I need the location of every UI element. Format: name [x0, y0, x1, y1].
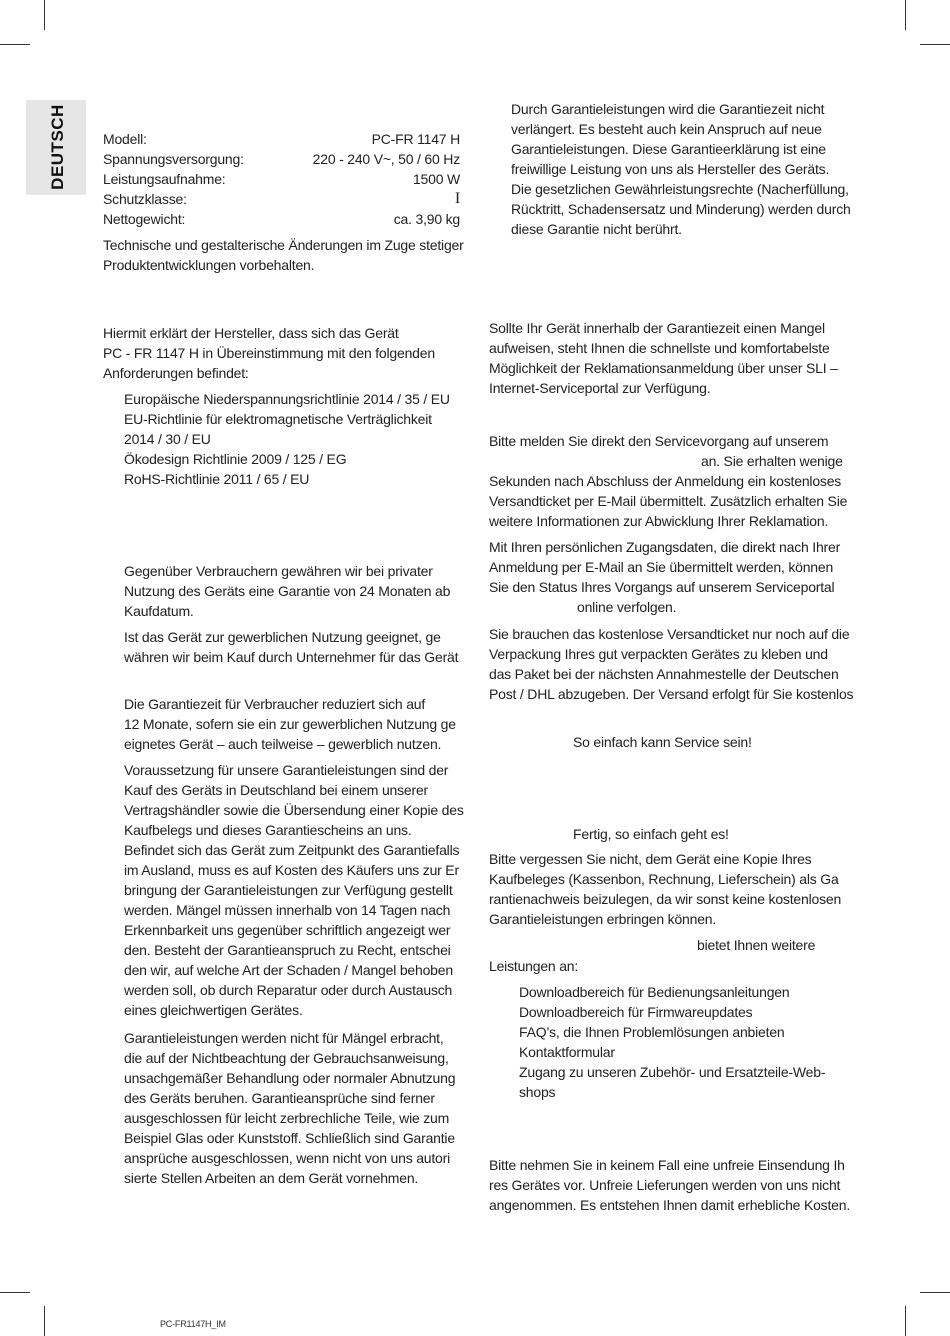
spec-value: ca. 3,90 kg	[393, 211, 460, 227]
crop-mark	[44, 1306, 45, 1336]
text-line: Post / DHL abzugeben. Der Versand erfolgt für Sie kostenlos	[489, 686, 854, 702]
text-line: Technische und gestalterische Änderungen im Zuge stetiger	[103, 237, 464, 253]
text-line: Garantieleistungen. Diese Garantieerklärung ist eine	[511, 141, 826, 157]
text-line: Garantieleistungen werden nicht für Mängel erbracht,	[124, 1030, 444, 1046]
text-line: währen wir beim Kauf durch Unternehmer für das Gerät	[124, 649, 459, 665]
language-tab-label: DEUTSCH	[48, 104, 67, 190]
text-line: Mit Ihren persönlichen Zugangsdaten, die direkt nach Ihrer	[489, 539, 841, 555]
list-item: Downloadbereich für Firmwareupdates	[519, 1004, 753, 1020]
list-item: Europäische Niederspannungsrichtlinie 2014 / 35 / EU	[124, 391, 450, 407]
text-line: Sie brauchen das kostenlose Versandticket nur noch auf die	[489, 626, 850, 642]
text-line: werden soll, ob durch Reparatur oder durch Austausch	[124, 982, 453, 998]
text-line: eines gleichwertigen Gerätes.	[124, 1002, 303, 1018]
text-line: rantienachweis beizulegen, da wir sonst keine kostenlosen	[489, 891, 842, 907]
text-line: das Paket bei der nächsten Annahmestelle der Deutschen	[489, 666, 839, 682]
crop-mark	[920, 1292, 950, 1293]
warranty-extension	[511, 99, 851, 239]
text-line: Anforderungen befindet:	[103, 365, 249, 381]
text-line: aufweisen, steht Ihnen die schnellste und komfortabelste	[489, 340, 830, 356]
text-line: Durch Garantieleistungen wird die Garantiezeit nicht	[511, 101, 825, 117]
text-line: Sie den Status Ihres Vorgangs auf unserem Serviceportal	[489, 579, 835, 595]
register-instructions	[489, 431, 847, 531]
defect-notice	[489, 318, 838, 398]
text-line: Garantieleistungen erbringen können.	[489, 911, 717, 927]
text-line: Befindet sich das Gerät zum Zeitpunkt des Garantiefalls	[124, 842, 460, 858]
text-line: Bitte vergessen Sie nicht, dem Gerät eine Kopie Ihres	[489, 851, 812, 867]
list-item: EU-Richtlinie für elektromagnetische Verträglichkeit	[124, 411, 432, 427]
text-line: Fertig, so einfach geht es!	[573, 826, 729, 842]
text-line: Leistungen an:	[489, 958, 579, 974]
list-item: shops	[519, 1084, 556, 1100]
text-line: Kaufdatum.	[124, 603, 194, 619]
directives-list	[124, 389, 450, 489]
text-line: Sollte Ihr Gerät innerhalb der Garantiezeit einen Mangel	[489, 320, 825, 336]
text-line: Kauf des Geräts in Deutschland bei einem unserer	[124, 782, 429, 798]
warranty-conditions	[124, 760, 464, 1020]
text-line: Sekunden nach Abschluss der Anmeldung ein kostenloses	[489, 473, 842, 489]
text-line: Versandticket per E-Mail übermittelt. Zusätzlich erhalten Sie	[489, 493, 848, 509]
list-item: 2014 / 30 / EU	[124, 431, 211, 447]
text-line: bietet Ihnen weitere	[697, 937, 816, 953]
text-line: Beispiel Glas oder Kunststoff. Schließlich sind Garantie	[124, 1130, 455, 1146]
list-item: Downloadbereich für Bedienungsanleitungen	[519, 984, 790, 1000]
text-line: online verfolgen.	[577, 599, 677, 615]
list-item: Zugang zu unseren Zubehör- und Ersatzteile-Web-	[519, 1064, 826, 1080]
text-line: Vertragshändler sowie die Übersendung einer Kopie des	[124, 802, 464, 818]
text-line: Die gesetzlichen Gewährleistungsrechte (Nacherfüllung,	[511, 181, 849, 197]
text-line: Hiermit erklärt der Hersteller, dass sich das Gerät	[103, 325, 399, 341]
text-line: freiwillige Leistung von uns als Hersteller des Geräts.	[511, 161, 830, 177]
text-line: ansprüche ausgeschlossen, wenn nicht von uns autori	[124, 1150, 451, 1166]
text-line: den. Besteht der Garantieanspruch zu Recht, entschei	[124, 942, 451, 958]
text-line: Erkennbarkeit uns gegenüber schriftlich angezeigt wer	[124, 922, 451, 938]
text-line: res Gerätes vor. Unfreie Lieferungen werden von uns nicht	[489, 1177, 841, 1193]
warranty-consumer	[124, 561, 450, 621]
warranty-commercial	[124, 627, 458, 667]
spec-label: Leistungsaufnahme:	[103, 171, 226, 187]
text-line: an. Sie erhalten wenige	[701, 453, 843, 469]
text-line: Produktentwicklungen vorbehalten.	[103, 257, 315, 273]
footer-document-id: PC-FR1147H_IM	[160, 1319, 226, 1329]
text-line: verlängert. Es besteht auch kein Anspruch auf neue	[511, 121, 822, 137]
crop-mark	[0, 44, 30, 45]
text-line: So einfach kann Service sein!	[573, 734, 752, 750]
access-data	[489, 537, 840, 617]
list-item: FAQ’s, die Ihnen Problemlösungen anbieten	[519, 1024, 785, 1040]
text-line: Gegenüber Verbrauchern gewähren wir bei privater	[124, 563, 433, 579]
done-heading	[573, 824, 729, 844]
warranty-reduced	[124, 694, 456, 754]
text-line: unsachgemäßer Behandlung oder normaler Abnutzung	[124, 1070, 456, 1086]
text-line: angenommen. Es entstehen Ihnen damit erhebliche Kosten.	[489, 1197, 851, 1213]
text-line: PC - FR 1147 H in Übereinstimmung mit den folgenden	[103, 345, 435, 361]
crop-mark	[920, 44, 950, 45]
changes-note	[103, 235, 464, 275]
spec-value: PC-FR 1147 H	[371, 131, 460, 147]
text-line: Möglichkeit der Reklamationsanmeldung über unser SLI –	[489, 360, 838, 376]
text-line: eignetes Gerät – auch teilweise – gewerblich nutzen.	[124, 736, 442, 752]
spec-label: Spannungsversorgung:	[103, 151, 244, 167]
text-line: im Ausland, muss es auf Kosten des Käufers uns zur Er	[124, 862, 459, 878]
spec-label: Nettogewicht:	[103, 211, 186, 227]
no-unpaid-shipping	[489, 1155, 850, 1215]
spec-value: I	[454, 190, 460, 207]
so-easy-heading	[573, 732, 752, 752]
text-line: Kaufbeleges (Kassenbon, Rechnung, Lieferschein) als Ga	[489, 871, 839, 887]
text-line: Rücktritt, Schadensersatz und Minderung) werden durch	[511, 201, 851, 217]
text-line: Ist das Gerät zur gewerblichen Nutzung geeignet, ge	[124, 629, 441, 645]
text-line: den wir, auf welche Art der Schaden / Mangel behoben	[124, 962, 453, 978]
spec-value: 1500 W	[412, 171, 460, 187]
text-line: sierte Stellen Arbeiten an dem Gerät vornehmen.	[124, 1170, 419, 1186]
text-line: des Geräts beruhen. Garantieansprüche sind ferner	[124, 1090, 435, 1106]
text-line: Die Garantiezeit für Verbraucher reduziert sich auf	[124, 696, 426, 712]
list-item: Kontaktformular	[519, 1044, 615, 1060]
text-line: Verpackung Ihres gut verpackten Gerätes zu kleben und	[489, 646, 828, 662]
text-line: die auf der Nichtbeachtung der Gebrauchsanweisung,	[124, 1050, 449, 1066]
crop-mark	[44, 0, 45, 30]
crop-mark	[905, 0, 906, 30]
shipping-ticket	[489, 624, 853, 704]
receipt-reminder	[489, 849, 841, 929]
spec-value: 220 - 240 V~, 50 / 60 Hz	[312, 151, 460, 167]
list-item: Ökodesign Richtlinie 2009 / 125 / EG	[124, 451, 347, 467]
crop-mark	[0, 1292, 30, 1293]
text-line: bringung der Garantieleistungen zur Verfügung gestellt	[124, 882, 453, 898]
text-line: Nutzung des Geräts eine Garantie von 24 Monaten ab	[124, 583, 451, 599]
text-line: Bitte melden Sie direkt den Servicevorgang auf unserem	[489, 433, 829, 449]
text-line: Internet-Serviceportal zur Verfügung.	[489, 380, 711, 396]
text-line: Voraussetzung für unsere Garantieleistungen sind der	[124, 762, 449, 778]
conformity-declaration	[103, 323, 435, 383]
warranty-exclusions	[124, 1028, 455, 1188]
text-line: ausgeschlossen für leicht zerbrechliche Teile, wie zum	[124, 1110, 450, 1126]
spec-label: Schutzklasse:	[103, 191, 187, 207]
crop-mark	[905, 1306, 906, 1336]
text-line: weitere Informationen zur Abwicklung Ihrer Reklamation.	[489, 513, 829, 529]
text-line: Kaufbelegs und dieses Garantiescheins an uns.	[124, 822, 412, 838]
services-list	[519, 982, 825, 1102]
text-line: werden. Mängel müssen innerhalb von 14 Tagen nach	[124, 902, 451, 918]
portal-offers	[489, 935, 815, 976]
spec-label: Modell:	[103, 131, 147, 147]
text-line: 12 Monate, sofern sie ein zur gewerblichen Nutzung ge	[124, 716, 456, 732]
text-line: Bitte nehmen Sie in keinem Fall eine unfreie Einsendung Ih	[489, 1157, 845, 1173]
text-line: diese Garantie nicht berührt.	[511, 221, 682, 237]
text-line: Anmeldung per E-Mail an Sie übermittelt werden, können	[489, 559, 834, 575]
list-item: RoHS-Richtlinie 2011 / 65 / EU	[124, 471, 310, 487]
